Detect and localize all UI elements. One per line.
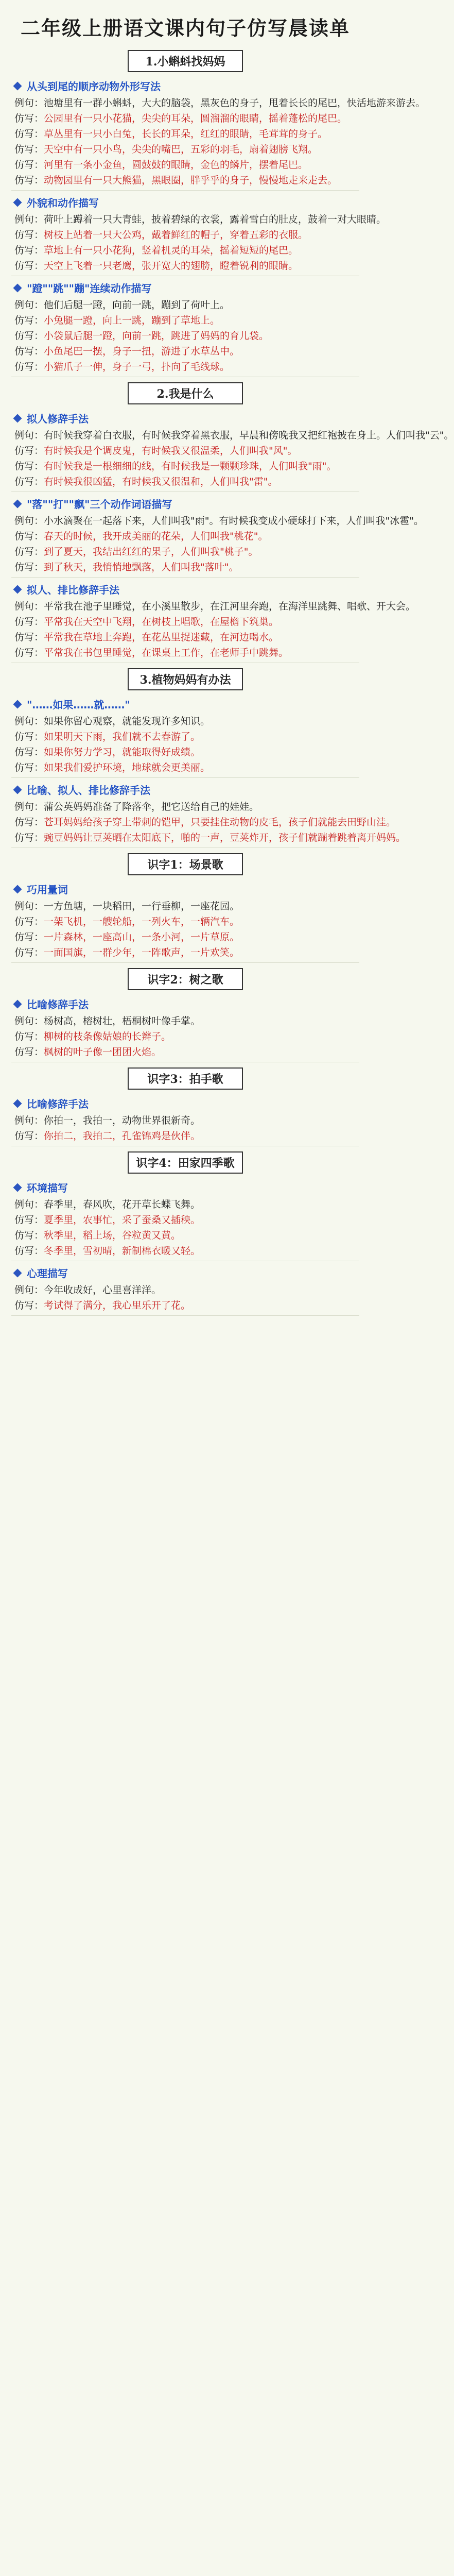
- sentence-lead: 仿写：: [14, 330, 44, 342]
- sentence-text: 小猫爪子一伸，身子一弓，扑向了毛线球。: [44, 361, 230, 372]
- imitation-sentence: [11, 729, 359, 744]
- example-sentence: [11, 1282, 359, 1298]
- sentence-lead: 仿写：: [14, 1031, 44, 1042]
- sentence-lead: 例句：: [14, 515, 44, 527]
- sentence-lead: 仿写：: [14, 762, 44, 773]
- divider: [11, 1315, 359, 1316]
- imitation-sentence: [11, 929, 359, 945]
- diamond-bullet-icon: [13, 700, 22, 708]
- sentence-lead: 仿写：: [14, 647, 44, 658]
- sentence-lead: 仿写：: [14, 260, 44, 272]
- imitation-sentence: [11, 645, 359, 660]
- imitation-sentence: [11, 243, 359, 258]
- sentence-lead: 仿写：: [14, 817, 44, 828]
- sentence-text: 平常我在书包里睡觉，在课桌上工作，在老师手中跳舞。: [44, 647, 289, 658]
- imitation-sentence: [11, 1128, 359, 1144]
- imitation-sentence: [11, 1029, 359, 1044]
- group-heading-text: "……如果……就……": [27, 699, 130, 711]
- sentence-text: 公园里有一只小花猫，尖尖的耳朵，圆溜溜的眼睛，摇着蓬松的尾巴。: [44, 113, 347, 124]
- sentence-lead: 例句：: [14, 801, 44, 812]
- group-heading: [11, 411, 359, 426]
- imitation-sentence: [11, 258, 359, 274]
- sentence-text: 有时候我是个调皮鬼，有时候我又很温柔，人们叫我"风"。: [44, 445, 298, 456]
- imitation-sentence: [11, 1044, 359, 1060]
- example-sentence: [11, 297, 359, 313]
- section-banner: 识字1：场景歌: [128, 853, 243, 875]
- sentence-lead: 仿写：: [14, 229, 44, 241]
- sentence-lead: 仿写：: [14, 245, 44, 256]
- sentence-lead: 仿写：: [14, 346, 44, 357]
- sentence-text: 平常我在草地上奔跑，在花丛里捉迷藏，在河边喝水。: [44, 632, 279, 643]
- sentence-text: 小袋鼠后腿一蹬，向前一跳，跳进了妈妈的育儿袋。: [44, 330, 269, 342]
- sentence-lead: 例句：: [14, 1115, 44, 1126]
- diamond-bullet-icon: [13, 81, 22, 90]
- group-heading-text: 比喻、拟人、排比修辞手法: [27, 784, 150, 796]
- sentence-lead: 例句：: [14, 430, 44, 441]
- group-heading: [11, 582, 359, 597]
- imitation-sentence: [11, 744, 359, 760]
- diamond-bullet-icon: [13, 283, 22, 292]
- group-heading-text: 环境描写: [27, 1182, 68, 1194]
- imitation-sentence: [11, 1212, 359, 1228]
- example-sentence: [11, 1197, 359, 1212]
- diamond-bullet-icon: [13, 785, 22, 794]
- sentence-text: 一方鱼塘，一块稻田，一行垂柳，一座花园。: [44, 901, 240, 912]
- sentence-text: 平常我在天空中飞翔，在树枝上唱歌，在屋檐下筑巢。: [44, 616, 279, 628]
- example-sentence: [11, 899, 359, 914]
- example-sentence: [11, 428, 454, 443]
- sentence-text: 平常我在池子里睡觉，在小溪里散步，在江河里奔跑，在海洋里跳舞、唱歌、开大会。: [44, 601, 416, 612]
- sentence-lead: 例句：: [14, 214, 44, 225]
- group-heading: [11, 195, 359, 210]
- sentence-text: 有时候我穿着白衣服，有时候我穿着黑衣服，早晨和傍晚我又把红袍披在身上。人们叫我"云"。: [44, 430, 454, 441]
- sentence-text: 春天的时候，我开成美丽的花朵，人们叫我"桃花"。: [44, 531, 268, 542]
- imitation-sentence: [11, 529, 359, 544]
- sentence-lead: 仿写：: [14, 616, 44, 628]
- sentence-text: 有时候我很凶猛，有时候我又很温和，人们叫我"雷"。: [44, 476, 278, 487]
- sentence-lead: 仿写：: [14, 461, 44, 472]
- group-heading-text: 比喻修辞手法: [27, 1098, 89, 1110]
- sentence-lead: 仿写：: [14, 1300, 44, 1311]
- group-heading-text: 巧用量词: [27, 884, 68, 896]
- diamond-bullet-icon: [13, 414, 22, 422]
- sentence-lead: 例句：: [14, 901, 44, 912]
- imitation-sentence: [11, 815, 396, 830]
- sentence-lead: 仿写：: [14, 315, 44, 326]
- imitation-sentence: [11, 830, 406, 845]
- sentence-text: 如果你留心观察，就能发现许多知识。: [44, 716, 211, 727]
- sentence-text: 树枝上站着一只大公鸡，戴着鲜红的帽子，穿着五彩的衣服。: [44, 229, 308, 241]
- sentence-lead: 仿写：: [14, 445, 44, 456]
- sentence-text: 动物园里有一只大熊猫，黑眼圈，胖乎乎的身子，慢慢地走来走去。: [44, 175, 338, 186]
- example-sentence: [11, 714, 359, 729]
- sentence-lead: 仿写：: [14, 931, 44, 943]
- diamond-bullet-icon: [13, 585, 22, 594]
- group-heading-text: 比喻修辞手法: [27, 998, 89, 1011]
- sentence-text: 蒲公英妈妈准备了降落伞，把它送给自己的娃娃。: [44, 801, 259, 812]
- sentence-text: 小鱼尾巴一摆，身子一扭，游进了水草丛中。: [44, 346, 240, 357]
- imitation-sentence: [11, 614, 359, 630]
- sentence-text: 他们后腿一蹬，向前一跳，蹦到了荷叶上。: [44, 299, 230, 311]
- imitation-sentence: [11, 313, 359, 328]
- imitation-sentence: [11, 459, 359, 474]
- sentence-text: 如果明天下雨，我们就不去春游了。: [44, 731, 201, 742]
- sentence-text: 荷叶上蹲着一只大青蛙，披着碧绿的衣裳，露着雪白的肚皮，鼓着一对大眼睛。: [44, 214, 387, 225]
- divider: [11, 777, 359, 778]
- sentence-lead: 仿写：: [14, 916, 44, 927]
- group-heading-text: 外貌和动作描写: [27, 197, 99, 209]
- section-banner: 识字4：田家四季歌: [128, 1151, 243, 1174]
- divider: [11, 577, 359, 578]
- sentence-lead: 仿写：: [14, 731, 44, 742]
- sentence-text: 池塘里有一群小蝌蚪，大大的脑袋，黑灰色的身子，甩着长长的尾巴，快活地游来游去。: [44, 97, 426, 109]
- example-sentence: [11, 1113, 359, 1128]
- example-sentence: [11, 212, 387, 227]
- sentence-lead: 仿写：: [14, 1230, 44, 1241]
- group-heading: [11, 1180, 359, 1195]
- group-heading-text: "蹬""跳""蹦"连续动作描写: [27, 282, 152, 295]
- sentence-text: 天空上飞着一只老鹰，张开宽大的翅膀，瞪着锐利的眼睛。: [44, 260, 299, 272]
- imitation-sentence: [11, 328, 359, 344]
- sentence-text: 冬季里，雪初晴，新制棉衣暖又轻。: [44, 1245, 201, 1257]
- imitation-sentence: [11, 560, 359, 575]
- example-sentence: [11, 1013, 359, 1029]
- imitation-sentence: [11, 111, 359, 126]
- imitation-sentence: [11, 544, 359, 560]
- imitation-sentence: [11, 945, 359, 960]
- sentence-lead: 例句：: [14, 601, 44, 612]
- diamond-bullet-icon: [13, 198, 22, 207]
- example-sentence: [11, 599, 416, 614]
- sentence-text: 秋季里，稻上场，谷粒黄又黄。: [44, 1230, 181, 1241]
- sentence-lead: 仿写：: [14, 175, 44, 186]
- group-heading-text: 心理描写: [27, 1267, 68, 1280]
- sentence-text: 柳树的枝条像姑娘的长辫子。: [44, 1031, 171, 1042]
- sentence-lead: 仿写：: [14, 632, 44, 643]
- sentence-text: 到了夏天，我结出红红的果子，人们叫我"桃子"。: [44, 546, 258, 557]
- sentence-lead: 仿写：: [14, 1046, 44, 1058]
- sentence-text: 杨树高，榕树壮，梧桐树叶像手掌。: [44, 1015, 201, 1027]
- group-heading-text: "落""打""飘"三个动作词语描写: [27, 498, 172, 511]
- diamond-bullet-icon: [13, 499, 22, 508]
- group-heading-text: 拟人修辞手法: [27, 413, 89, 425]
- example-sentence: [11, 799, 359, 815]
- imitation-sentence: [11, 630, 359, 645]
- group-heading: [11, 697, 359, 711]
- diamond-bullet-icon: [13, 1268, 22, 1277]
- sentence-lead: 仿写：: [14, 113, 44, 124]
- sentence-lead: 例句：: [14, 1015, 44, 1027]
- sentence-lead: 仿写：: [14, 159, 44, 171]
- sentence-text: 河里有一条小金鱼，圆鼓鼓的眼睛，金色的鳞片，摆着尾巴。: [44, 159, 308, 171]
- group-heading: [11, 78, 359, 93]
- imitation-sentence: [11, 474, 359, 489]
- group-heading: [11, 280, 359, 295]
- group-heading-text: 从头到尾的顺序动物外形写法: [27, 80, 161, 93]
- section-banner: 识字2：树之歌: [128, 968, 243, 990]
- group-heading: [11, 1096, 359, 1111]
- sentence-text: 你拍二，我拍二，孔雀锦鸡是伙伴。: [44, 1130, 201, 1142]
- section-banner: 识字3：拍手歌: [128, 1067, 243, 1090]
- imitation-sentence: [11, 344, 359, 359]
- example-sentence: [11, 513, 424, 529]
- section-banner: 3.植物妈妈有办法: [128, 668, 243, 690]
- sentence-text: 一架飞机，一艘轮船，一列火车，一辆汽车。: [44, 916, 240, 927]
- sentence-lead: 例句：: [14, 97, 44, 109]
- sentence-text: 草地上有一只小花狗，竖着机灵的耳朵，摇着短短的尾巴。: [44, 245, 299, 256]
- sentence-lead: 仿写：: [14, 144, 44, 155]
- section-banner: 1.小蝌蚪找妈妈: [128, 50, 243, 72]
- sentence-lead: 仿写：: [14, 1245, 44, 1257]
- imitation-sentence: [11, 1243, 359, 1259]
- diamond-bullet-icon: [13, 1183, 22, 1192]
- imitation-sentence: [11, 173, 359, 188]
- sentence-lead: 仿写：: [14, 747, 44, 758]
- imitation-sentence: [11, 1228, 359, 1243]
- section-banner: 2.我是什么: [128, 382, 243, 404]
- sentence-lead: 仿写：: [14, 128, 44, 140]
- sentence-text: 夏季里，农事忙，采了蚕桑又插秧。: [44, 1214, 201, 1226]
- imitation-sentence: [11, 359, 359, 375]
- sentence-text: 到了秋天，我悄悄地飘落，人们叫我"落叶"。: [44, 562, 239, 573]
- imitation-sentence: [11, 914, 359, 929]
- sentence-text: 一面国旗，一群少年，一阵歌声，一片欢笑。: [44, 947, 240, 958]
- sentence-text: 小水滴聚在一起落下来，人们叫我"雨"。有时候我变成小硬球打下来，人们叫我"冰雹"。: [44, 515, 424, 527]
- sentence-lead: 仿写：: [14, 361, 44, 372]
- imitation-sentence: [11, 157, 359, 173]
- group-heading-text: 拟人、排比修辞手法: [27, 584, 119, 596]
- group-heading: [11, 496, 359, 511]
- sentence-text: 春季里，春风吹，花开草长蝶飞舞。: [44, 1199, 201, 1210]
- imitation-sentence: [11, 443, 359, 459]
- divider: [11, 962, 359, 963]
- example-sentence: [11, 95, 426, 111]
- sentence-lead: 例句：: [14, 1284, 44, 1296]
- group-heading: [11, 782, 359, 797]
- sentence-text: 有时候我是一根细细的线，有时候我是一颗颗珍珠，人们叫我"雨"。: [44, 461, 337, 472]
- sentence-text: 一片森林，一座高山，一条小河，一片草原。: [44, 931, 240, 943]
- sentence-lead: 例句：: [14, 299, 44, 311]
- divider: [11, 190, 359, 191]
- sentence-text: 你拍一，我拍一，动物世界很新奇。: [44, 1115, 201, 1126]
- sentence-lead: 仿写：: [14, 531, 44, 542]
- sentence-text: 今年收成好，心里喜洋洋。: [44, 1284, 162, 1296]
- diamond-bullet-icon: [13, 1099, 22, 1108]
- imitation-sentence: [11, 126, 359, 142]
- sentence-lead: 仿写：: [14, 546, 44, 557]
- imitation-sentence: [11, 1298, 359, 1313]
- sentence-text: 小兔腿一蹬，向上一跳，蹦到了草地上。: [44, 315, 220, 326]
- sentence-lead: 仿写：: [14, 1130, 44, 1142]
- sentence-lead: 仿写：: [14, 1214, 44, 1226]
- sentence-text: 天空中有一只小鸟，尖尖的嘴巴，五彩的羽毛，扇着翅膀飞翔。: [44, 144, 318, 155]
- sentence-text: 如果我们爱护环境，地球就会更美丽。: [44, 762, 211, 773]
- sentence-text: 枫树的叶子像一团团火焰。: [44, 1046, 162, 1058]
- sentence-lead: 仿写：: [14, 832, 44, 843]
- sentence-text: 考试得了满分，我心里乐开了花。: [44, 1300, 191, 1311]
- imitation-sentence: [11, 227, 359, 243]
- group-heading: [11, 996, 359, 1011]
- sentence-lead: 例句：: [14, 1199, 44, 1210]
- group-heading: [11, 1265, 359, 1280]
- sentence-text: 如果你努力学习，就能取得好成绩。: [44, 747, 201, 758]
- sentence-lead: 仿写：: [14, 947, 44, 958]
- sentence-text: 苍耳妈妈给孩子穿上带刺的铠甲，只要挂住动物的皮毛，孩子们就能去田野山洼。: [44, 817, 396, 828]
- sentence-text: 草丛里有一只小白兔，长长的耳朵，红红的眼睛，毛茸茸的身子。: [44, 128, 328, 140]
- imitation-sentence: [11, 142, 359, 157]
- page-title: 二年级上册语文课内句子仿写晨读单: [20, 17, 350, 40]
- sentence-lead: 仿写：: [14, 476, 44, 487]
- diamond-bullet-icon: [13, 999, 22, 1008]
- group-heading: [11, 882, 359, 896]
- imitation-sentence: [11, 760, 359, 775]
- diamond-bullet-icon: [13, 885, 22, 893]
- sentence-lead: 仿写：: [14, 562, 44, 573]
- sentence-lead: 例句：: [14, 716, 44, 727]
- sentence-text: 豌豆妈妈让豆荚晒在太阳底下，啪的一声，豆荚炸开，孩子们就蹦着跳着离开妈妈。: [44, 832, 406, 843]
